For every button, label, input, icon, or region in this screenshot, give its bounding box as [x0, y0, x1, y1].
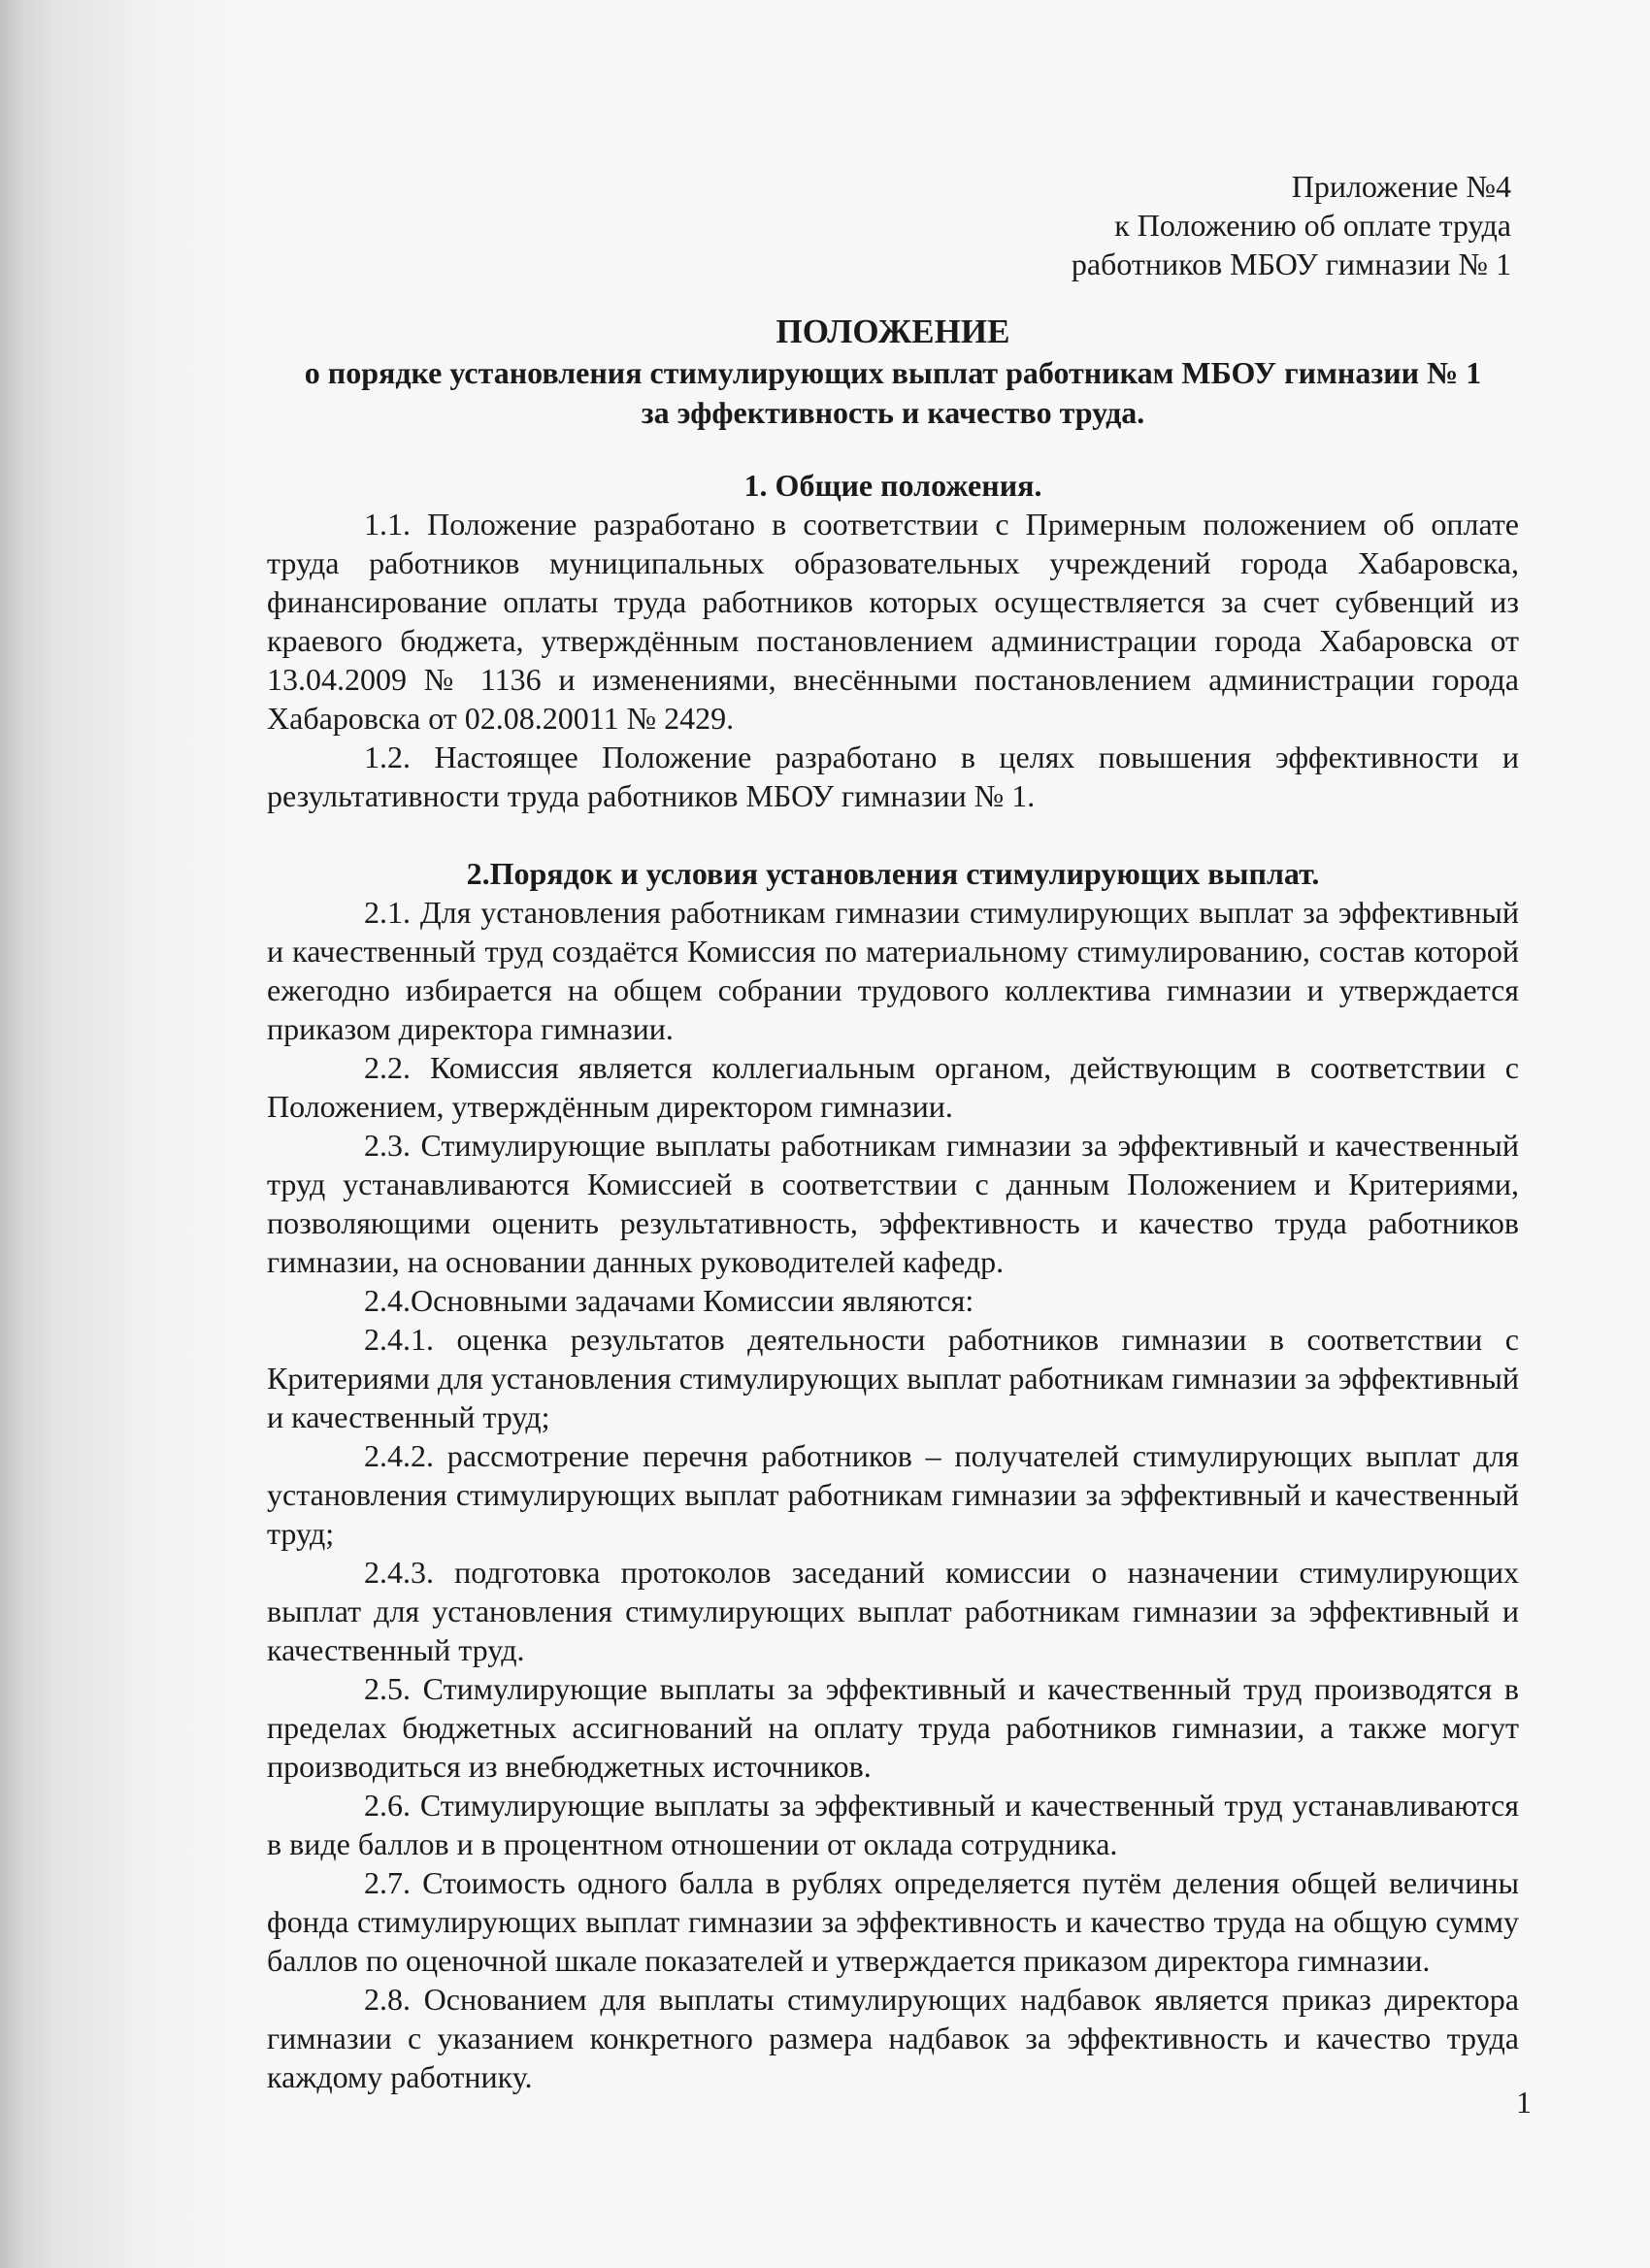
document-body — [267, 167, 1519, 2096]
paragraph-2-2: 2.2. Комиссия является коллегиальным органом, действующим в соответствии с Положением, утверждённым директором гимназии. — [267, 1050, 1519, 1124]
title-line-3: за эффективность и качество труда. — [641, 395, 1145, 430]
paragraph-1-1: 1.1. Положение разработано в соответствии с Примерным положением об оплате труда работников муниципальных образовательных учреждений города Хабаровска, финансирование оплаты труда работников которых осуществляется за счет субвенций из краевого бюджета, утверждённым постановлением администрации города Хабаровска от 13.04.2009 № 1136 и изменениями, внесёнными постановлением администрации города Хабаровска от 02.08.20011 № 2429. — [267, 507, 1519, 736]
section-2-heading: 2.Порядок и условия установления стимулирующих выплат. — [466, 856, 1320, 891]
paragraph-1-2: 1.2. Настоящее Положение разработано в целях повышения эффективности и результативности труда работников МБОУ гимназии № 1. — [267, 740, 1519, 813]
paragraph-2-8: 2.8. Основанием для выплаты стимулирующих надбавок является приказ директора гимназии с указанием конкретного размера надбавок за эффективность и качество труда каждому работнику. — [267, 1982, 1519, 2094]
paragraph-2-1: 2.1. Для установления работникам гимназии стимулирующих выплат за эффективный и качественный труд создаётся Комиссия по материальному стимулированию, состав которой ежегодно избирается на общем собрании трудового коллектива гимназии и утверждается приказом директора гимназии. — [267, 895, 1519, 1046]
appendix-reference: к Положению об оплате труда — [1114, 208, 1511, 243]
paragraph-2-4: 2.4.Основными задачами Комиссии являются: — [364, 1283, 974, 1318]
page-number: 1 — [1516, 2085, 1532, 2120]
title-main: ПОЛОЖЕНИЕ — [776, 312, 1010, 350]
document-title — [267, 311, 1519, 433]
page-shadow-edge — [0, 0, 27, 2268]
paragraph-2-4-2: 2.4.2. рассмотрение перечня работников – получателей стимулирующих выплат для установления стимулирующих выплат работникам гимназии за эффективный и качественный труд; — [267, 1438, 1519, 1551]
paragraph-2-3: 2.3. Стимулирующие выплаты работникам гимназии за эффективный и качественный труд устанавливаются Комиссией в соответствии с данным Положением и Критериями, позволяющими оценить результативность, эффективность и качество труда работников гимназии, на основании данных руководителей кафедр. — [267, 1128, 1519, 1279]
paragraph-2-5: 2.5. Стимулирующие выплаты за эффективный и качественный труд производятся в пределах бюджетных ассигнований на оплату труда работников гимназии, а также могут производиться из внебюджетных источников. — [267, 1671, 1519, 1784]
appendix-organization: работников МБОУ гимназии № 1 — [1071, 247, 1511, 281]
paragraph-2-7: 2.7. Стоимость одного балла в рублях определяется путём деления общей величины фонда стимулирующих выплат гимназии за эффективность и качество труда на общую сумму баллов по оценочной шкале показателей и утверждается приказом директора гимназии. — [267, 1865, 1519, 1978]
paragraph-2-4-1: 2.4.1. оценка результатов деятельности работников гимназии в соответствии с Критериями для установления стимулирующих выплат работникам гимназии за эффективный и качественный труд; — [267, 1322, 1519, 1434]
section-1-heading: 1. Общие положения. — [743, 468, 1042, 503]
title-line-2: о порядке установления стимулирующих выплат работникам МБОУ гимназии № 1 — [304, 355, 1482, 390]
appendix-header — [267, 167, 1519, 283]
paragraph-2-4-3: 2.4.3. подготовка протоколов заседаний комиссии о назначении стимулирующих выплат для установления стимулирующих выплат работникам гимназии за эффективный и качественный труд. — [267, 1555, 1519, 1667]
appendix-number: Приложение №4 — [1291, 169, 1511, 204]
paragraph-2-6: 2.6. Стимулирующие выплаты за эффективный и качественный труд устанавливаются в виде баллов и в процентном отношении от оклада сотрудника. — [267, 1788, 1519, 1861]
